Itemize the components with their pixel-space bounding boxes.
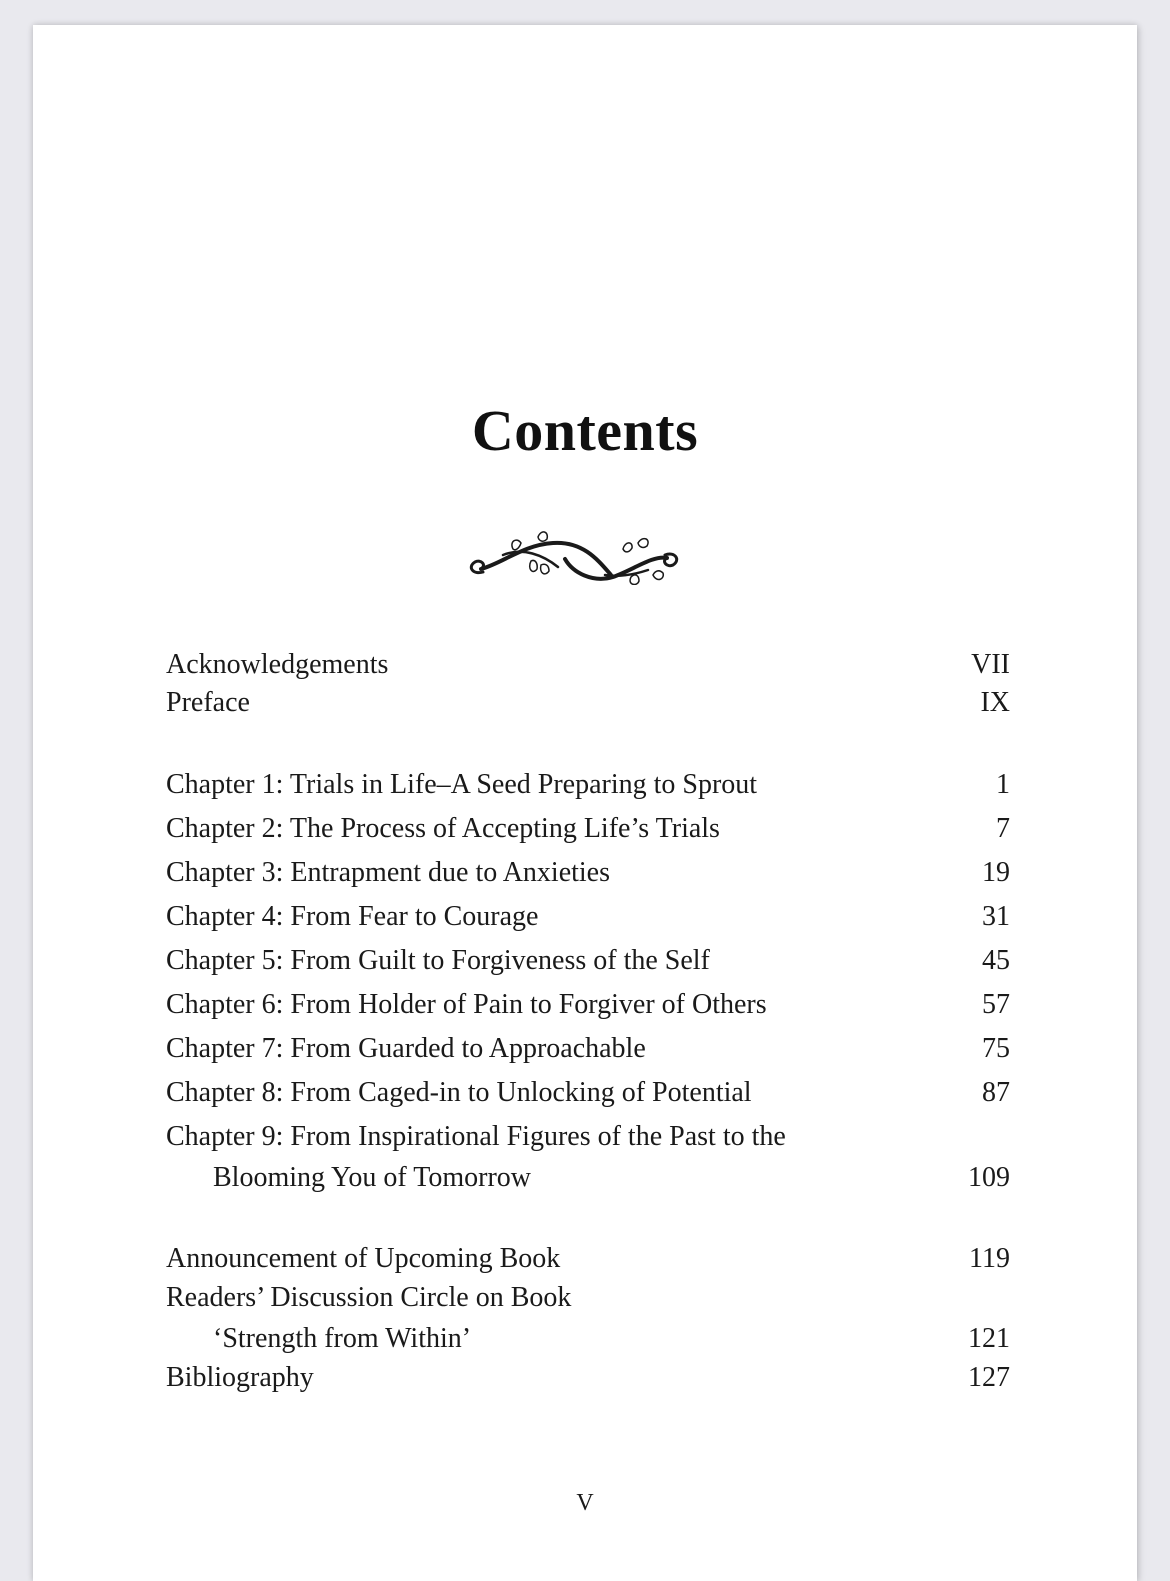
toc-entry-readers-discussion-continuation[interactable] <box>166 1319 1010 1359</box>
toc-page-number: 57 <box>982 989 1010 1020</box>
toc-entry-label: Chapter 2: The Process of Accepting Life’s Trials <box>166 813 720 844</box>
toc-page-number: 75 <box>982 1033 1010 1064</box>
toc-entry-label: Chapter 5: From Guilt to Forgiveness of the Self <box>166 945 710 976</box>
toc-entry-label: Chapter 8: From Caged-in to Unlocking of Potential <box>166 1077 752 1108</box>
toc-entry-label: Chapter 6: From Holder of Pain to Forgiver of Others <box>166 989 767 1020</box>
book-page <box>33 25 1137 1581</box>
toc-page-number: 109 <box>968 1162 1010 1193</box>
toc-entry-label: Chapter 1: Trials in Life–A Seed Preparing to Sprout <box>166 769 758 800</box>
toc-page-number: 119 <box>969 1243 1010 1274</box>
toc-entry-label: Chapter 7: From Guarded to Approachable <box>166 1033 646 1064</box>
toc-page-number: 87 <box>982 1077 1010 1108</box>
toc-entry-chapter-8[interactable] <box>166 1073 1010 1113</box>
toc-entry-chapter-2[interactable] <box>166 809 1010 849</box>
toc-entry-preface[interactable] <box>166 683 1010 723</box>
toc-entry-chapter-7[interactable] <box>166 1029 1010 1069</box>
toc-page-number: 31 <box>982 901 1010 932</box>
toc-entry-chapter-9-continuation[interactable] <box>166 1158 1010 1198</box>
toc-entry-label: Readers’ Discussion Circle on Book <box>166 1282 572 1313</box>
toc-entry-label: Bibliography <box>166 1362 314 1393</box>
toc-entry-label: Announcement of Upcoming Book <box>166 1243 561 1274</box>
toc-entry-label-continuation: ‘Strength from Within’ <box>213 1323 472 1354</box>
vine-flourish-icon <box>443 515 703 585</box>
page-title: Contents <box>471 398 699 463</box>
toc-page-number: IX <box>980 687 1010 718</box>
toc-entry-readers-discussion[interactable] <box>166 1278 1010 1318</box>
toc-entry-chapter-1[interactable] <box>166 765 1010 805</box>
toc-entry-label: Chapter 4: From Fear to Courage <box>166 901 539 932</box>
toc-entry-label-continuation: Blooming You of Tomorrow <box>213 1162 532 1193</box>
toc-entry-chapter-5[interactable] <box>166 941 1010 981</box>
toc-entry-announcement[interactable] <box>166 1239 1010 1279</box>
toc-page-number: VII <box>971 649 1010 680</box>
toc-entry-chapter-9[interactable] <box>166 1117 1010 1157</box>
toc-entry-chapter-6[interactable] <box>166 985 1010 1025</box>
toc-page-number: 45 <box>982 945 1010 976</box>
toc-page-number: 7 <box>996 813 1010 844</box>
toc-entry-chapter-3[interactable] <box>166 853 1010 893</box>
toc-entry-label: Preface <box>166 687 250 718</box>
toc-entry-acknowledgements[interactable] <box>166 645 1010 685</box>
toc-entry-label: Acknowledgements <box>166 649 389 680</box>
toc-page-number: 121 <box>968 1323 1010 1354</box>
toc-entry-label: Chapter 9: From Inspirational Figures of the Past to the <box>166 1121 786 1152</box>
toc-page-number: 1 <box>996 769 1010 800</box>
page-folio: V <box>576 1490 594 1516</box>
toc-page-number: 19 <box>982 857 1010 888</box>
toc-entry-bibliography[interactable] <box>166 1358 1010 1398</box>
toc-entry-label: Chapter 3: Entrapment due to Anxieties <box>166 857 611 888</box>
toc-entry-chapter-4[interactable] <box>166 897 1010 937</box>
toc-page-number: 127 <box>968 1362 1010 1393</box>
